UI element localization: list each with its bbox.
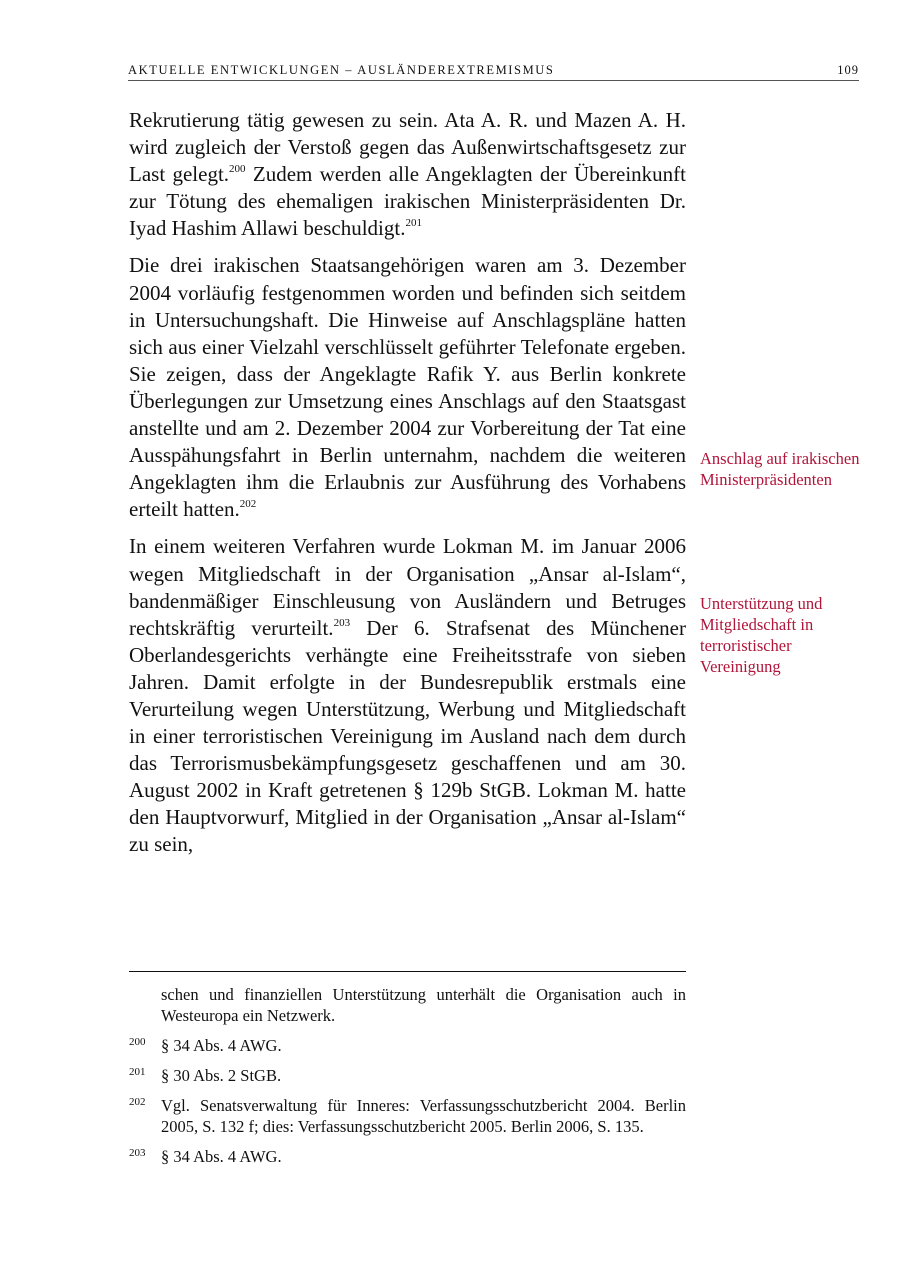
footnotes [129,984,686,1176]
paragraph-text: Der 6. Strafsenat des Münchener Oberlandesgerichts verhängte eine Freiheitsstrafe von sieben Jahren. Damit erfolgte in der Bundesrepublik erstmals eine Verurteilung wegen Unterstützung, Werbung und Mitgliedschaft in einer terroristischen Vereinigung im Ausland nach dem durch das Terrorismusbekämpfungsgesetz geschaffenen und am 30. August 2002 in Kraft getretenen § 129b StGB. Lokman M. hatte den Hauptvorwurf, Mitglied in der Organisation „Ansar al-Islam“ zu sein, [129,615,686,857]
footnote-ref: 200 [229,163,246,176]
paragraph [129,252,686,523]
footnote [129,1065,686,1086]
footnote-ref: 203 [333,616,351,629]
footnote-text: § 30 Abs. 2 StGB. [161,1066,282,1085]
paragraph-text: Zudem werden alle Angeklagten der Übereinkunft zur Tötung des ehemaligen irakischen Ministerpräsidenten Dr. Iyad Hashim Allawi beschuldigt. [129,162,686,241]
footnote-ref: 202 [239,498,257,511]
footnote [129,1035,686,1056]
main-text [129,107,686,869]
footnote-continued [129,984,686,1026]
paragraph-text: Die drei irakischen Staatsangehörigen waren am 3. Dezember 2004 vorläufig festgenommen worden und befinden sich seitdem in Untersuchungshaft. Die Hinweise auf Anschlagspläne hatten sich aus einer Vielzahl verschlüsselt geführter Telefonate ergeben. Sie zeigen, dass der Angeklagte Rafik Y. aus Berlin konkrete Überlegungen zur Umsetzung eines Anschlags auf den Staatsgast anstellte und am 2. Dezember 2004 zur Vorbereitung der Tat eine Ausspähungsfahrt in Berlin unternahm, nachdem die weiteren Angeklagten ihm die Erlaubnis zur Ausführung des Vorhabens erteilt hatten. [129,253,686,522]
footnote-text: Vgl. Senatsverwaltung für Inneres: Verfassungsschutzbericht 2004. Berlin 2005, S. 132 f; dies: Verfassungsschutzbericht 2005. Berlin 2006, S. 135. [161,1096,686,1136]
footnote-text: § 34 Abs. 4 AWG. [161,1036,282,1055]
margin-note-attack: Anschlag auf irakischen Ministerpräsidenten [700,449,860,489]
footnote-ref: 201 [405,217,422,230]
footnote [129,1095,686,1137]
footnote-divider [129,971,686,972]
footnote-text: schen und finanziellen Unterstützung unterhält die Organisation auch in Westeuropa ein Netzwerk. [161,985,686,1025]
footnote-number: 203 [129,1147,146,1159]
footnote-number: 202 [129,1096,146,1108]
footnote [129,1146,686,1167]
paragraph-text: In einem weiteren Verfahren wurde Lokman M. im Januar 2006 wegen Mitgliedschaft in der Organisation „Ansar al-Islam“, bandenmäßiger Einschleusung von Ausländern und Betruges rechtskräftig verurteilt. [129,534,686,640]
page-number: 109 [837,63,859,77]
running-header [128,62,859,81]
margin-note-support: Unterstützung und Mitgliedschaft in terroristischer Vereinigung [700,594,823,676]
footnote-number: 200 [129,1036,146,1048]
footnote-number: 201 [129,1066,146,1078]
running-header-title: AKTUELLE ENTWICKLUNGEN – AUSLÄNDEREXTREMISMUS [128,63,555,77]
footnote-text: § 34 Abs. 4 AWG. [161,1147,282,1166]
paragraph [129,533,686,858]
paragraph-text: Rekrutierung tätig gewesen zu sein. Ata A. R. und Mazen A. H. wird zugleich der Verstoß gegen das Außenwirtschaftsgesetz zur Last gelegt. [129,108,686,187]
paragraph [129,107,686,242]
